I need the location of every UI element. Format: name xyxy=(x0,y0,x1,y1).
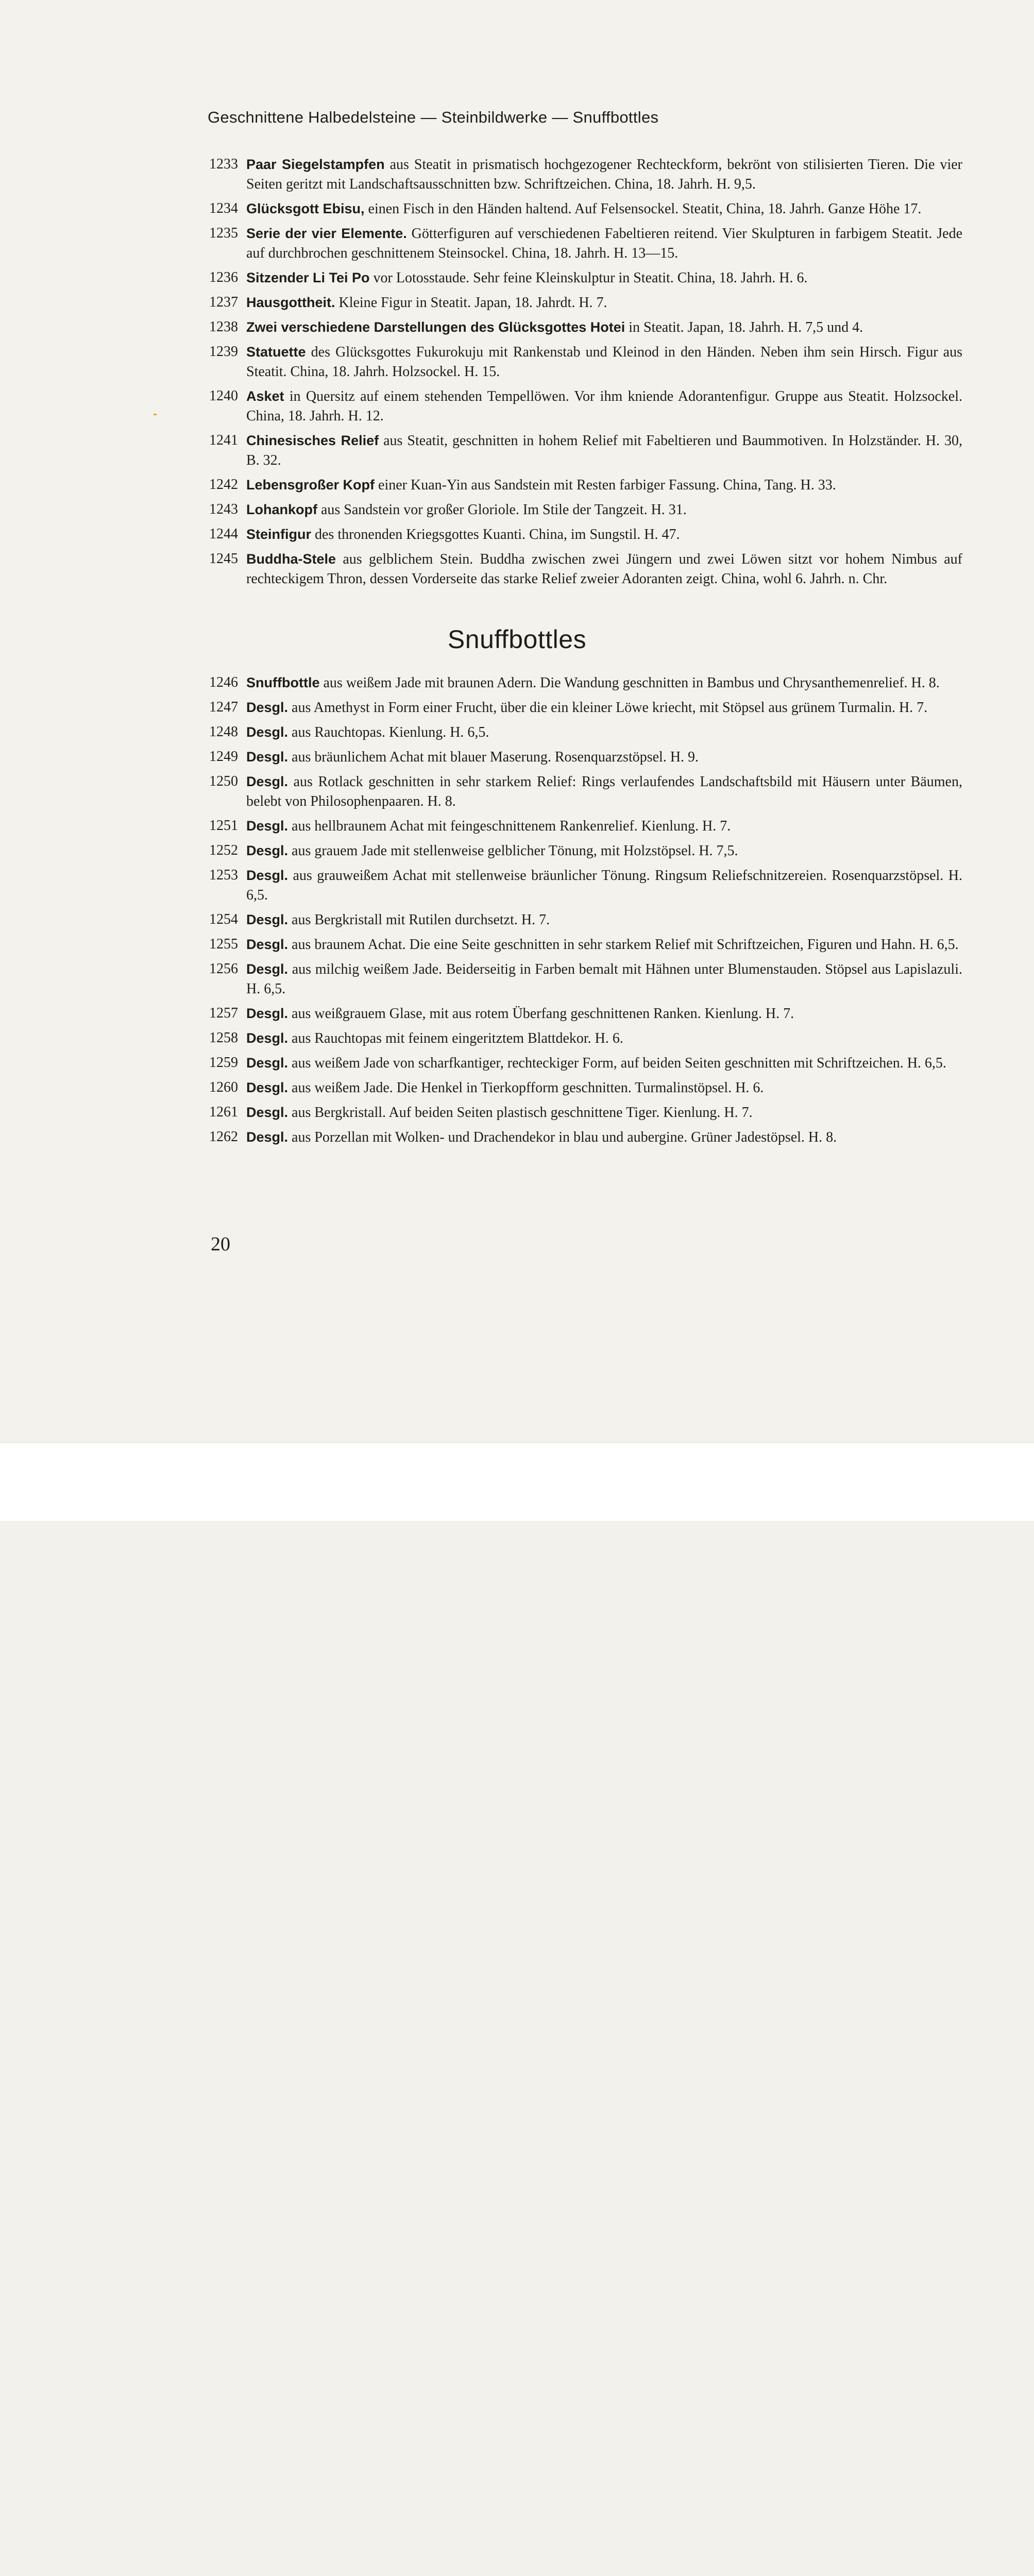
lot-title: Desgl. xyxy=(246,774,289,789)
lot-title: Desgl. xyxy=(246,818,289,834)
catalog-entry xyxy=(209,475,962,495)
lot-number: 1254 xyxy=(209,911,238,927)
catalog-entry xyxy=(209,747,962,767)
catalog-entry xyxy=(209,698,962,718)
catalog-entry xyxy=(209,1127,962,1147)
lot-description: aus grauem Jade mit stellenweise gelblicher Tönung, mit Holzstöpsel. H. 7,5. xyxy=(288,843,738,859)
lot-number: 1247 xyxy=(209,699,238,715)
lot-title: Steinfigur xyxy=(246,527,311,542)
lot-title: Desgl. xyxy=(246,700,289,715)
catalog-entry xyxy=(209,1004,962,1024)
lot-title: Asket xyxy=(246,388,284,404)
lot-title: Desgl. xyxy=(246,868,289,883)
lot-number: 1260 xyxy=(209,1079,238,1095)
lot-title: Desgl. xyxy=(246,1006,289,1021)
catalog-entry xyxy=(209,772,962,811)
lot-description: aus weißem Jade von scharfkantiger, rechteckiger Form, auf beiden Seiten geschnitten mit Schriftzeichen. H. 6,5. xyxy=(288,1055,946,1071)
catalog-entry xyxy=(209,317,962,337)
lot-description: aus Steatit, geschnitten in hohem Relief mit Fabeltieren und Baummotiven. In Holzständer. H. 30, B. 32. xyxy=(246,433,962,468)
lot-title: Desgl. xyxy=(246,937,289,952)
lot-title: Desgl. xyxy=(246,912,289,927)
lot-title: Zwei verschiedene Darstellungen des Glücksgottes Hotei xyxy=(246,319,625,335)
catalog-entry xyxy=(209,155,962,194)
lot-number: 1238 xyxy=(209,319,238,335)
catalog-entry xyxy=(209,935,962,955)
lot-description: aus bräunlichem Achat mit blauer Maserung. Rosenquarzstöpsel. H. 9. xyxy=(288,749,699,765)
lot-title: Lohankopf xyxy=(246,502,317,517)
lot-number: 1262 xyxy=(209,1129,238,1145)
lot-description: aus gelblichem Stein. Buddha zwischen zwei Jüngern und zwei Löwen sitzt vor hohem Nimbus auf rechteckigem Thron, dessen Vorderseite das starke Relief zweier Adoranten zeigt. China, wohl 6. Jahrh. n. Chr. xyxy=(246,551,962,587)
catalog-entry xyxy=(209,524,962,545)
catalog-entry xyxy=(209,673,962,693)
catalog-entry xyxy=(209,431,962,470)
lot-description: aus Bergkristall. Auf beiden Seiten plastisch geschnittene Tiger. Kienlung. H. 7. xyxy=(288,1105,753,1121)
lot-description: aus braunem Achat. Die eine Seite geschnitten in sehr starkem Relief mit Schriftzeichen, Figuren und Hahn. H. 6,5. xyxy=(288,937,959,953)
lot-description: aus Bergkristall mit Rutilen durchsetzt. H. 7. xyxy=(288,912,550,928)
lot-number: 1249 xyxy=(209,749,238,765)
catalog-entry xyxy=(209,1078,962,1098)
lot-number: 1253 xyxy=(209,867,238,883)
margin-mark xyxy=(154,414,157,415)
lot-title: Paar Siegelstampfen xyxy=(246,157,385,172)
lot-number: 1255 xyxy=(209,936,238,952)
lot-number: 1256 xyxy=(209,961,238,977)
catalog-entry xyxy=(209,722,962,742)
page-number: 20 xyxy=(211,1233,230,1255)
lot-number: 1259 xyxy=(209,1055,238,1071)
lot-description: des thronenden Kriegsgottes Kuanti. China, im Sungstil. H. 47. xyxy=(311,527,680,543)
catalog-entry xyxy=(209,268,962,288)
lot-number: 1257 xyxy=(209,1005,238,1021)
catalog-entry xyxy=(209,1053,962,1073)
catalog-entry xyxy=(209,199,962,219)
lot-description: in Quersitz auf einem stehenden Tempellöwen. Vor ihm kniende Adorantenfigur. Gruppe aus Steatit. Holzsockel. China, 18. Jahrh. H. 12. xyxy=(246,388,962,424)
lot-title: Glücksgott Ebisu, xyxy=(246,201,365,216)
catalog-entry xyxy=(209,293,962,313)
lot-number: 1252 xyxy=(209,842,238,858)
entries-stone-sculptures xyxy=(209,155,962,594)
lot-description: aus Rauchtopas. Kienlung. H. 6,5. xyxy=(288,724,489,740)
lot-number: 1241 xyxy=(209,432,238,448)
catalog-entry xyxy=(209,342,962,382)
lot-title: Desgl. xyxy=(246,1055,289,1071)
lot-description: einen Fisch in den Händen haltend. Auf Felsensockel. Steatit, China, 18. Jahrh. Ganze Höhe 17. xyxy=(364,201,922,217)
lot-number: 1244 xyxy=(209,526,238,542)
lot-number: 1261 xyxy=(209,1104,238,1120)
catalog-entry xyxy=(209,500,962,520)
lot-number: 1251 xyxy=(209,818,238,834)
lot-title: Desgl. xyxy=(246,843,289,858)
lot-number: 1239 xyxy=(209,344,238,360)
lot-description: des Glücksgottes Fukurokuju mit Rankenstab und Kleinod in den Händen. Neben ihm sein Hirsch. Figur aus Steatit. China, 18. Jahrh. Holzsockel. H. 15. xyxy=(246,344,962,380)
lot-description: aus Sandstein vor großer Gloriole. Im Stile der Tangzeit. H. 31. xyxy=(317,502,687,518)
lot-title: Statuette xyxy=(246,344,306,360)
lot-number: 1240 xyxy=(209,388,238,404)
lot-title: Desgl. xyxy=(246,1080,289,1095)
lot-description: aus Porzellan mit Wolken- und Drachendekor in blau und aubergine. Grüner Jadestöpsel. H. 8. xyxy=(288,1129,837,1145)
lot-title: Desgl. xyxy=(246,1105,289,1120)
lot-number: 1234 xyxy=(209,200,238,216)
catalog-entry xyxy=(209,549,962,589)
lot-title: Lebensgroßer Kopf xyxy=(246,477,375,493)
lot-number: 1245 xyxy=(209,551,238,567)
lot-title: Sitzender Li Tei Po xyxy=(246,270,370,285)
lot-description: aus grauweißem Achat mit stellenweise bräunlicher Tönung. Ringsum Reliefschnitzereien. Rosenquarzstöpsel. H. 6,5. xyxy=(246,868,962,903)
catalog-entry xyxy=(209,1028,962,1048)
catalog-entry xyxy=(209,1103,962,1123)
lot-description: aus Rauchtopas mit feinem eingeritztem Blattdekor. H. 6. xyxy=(288,1030,623,1046)
lot-title: Desgl. xyxy=(246,961,289,977)
lot-number: 1233 xyxy=(209,156,238,172)
catalog-entry xyxy=(209,866,962,905)
lot-description: aus hellbraunem Achat mit feingeschnittenem Rankenrelief. Kienlung. H. 7. xyxy=(288,818,731,834)
lot-description: aus Rotlack geschnitten in sehr starkem Relief: Rings verlaufendes Landschaftsbild mit Häusern unter Bäumen, belebt von Philosophenpaaren. H. 8. xyxy=(246,774,962,809)
catalog-entry xyxy=(209,841,962,861)
lot-title: Serie der vier Elemente. xyxy=(246,226,407,241)
lot-title: Desgl. xyxy=(246,724,289,740)
catalog-entry xyxy=(209,816,962,836)
lot-description: aus weißem Jade mit braunen Adern. Die Wandung geschnitten in Bambus und Chrysanthemenrelief. H. 8. xyxy=(319,675,940,691)
catalog-entry xyxy=(209,959,962,999)
lot-number: 1235 xyxy=(209,225,238,241)
lot-description: aus Steatit in prismatisch hochgezogener Rechteckform, bekrönt von stilisierten Tieren. Die vier Seiten geritzt mit Landschaftsausschnitten bzw. Schriftzeichen. China, 18. Jahrh. H. 9,5. xyxy=(246,157,962,192)
lot-description: Kleine Figur in Steatit. Japan, 18. Jahrdt. H. 7. xyxy=(335,295,607,311)
lot-description: aus Amethyst in Form einer Frucht, über die ein kleiner Löwe kriecht, mit Stöpsel aus grünem Turmalin. H. 7. xyxy=(288,700,928,716)
lot-title: Chinesisches Relief xyxy=(246,433,379,448)
footer-bar xyxy=(0,1443,1034,1521)
lot-number: 1243 xyxy=(209,501,238,517)
running-head: Geschnittene Halbedelsteine — Steinbildwerke — Snuffbottles xyxy=(208,108,659,126)
lot-title: Desgl. xyxy=(246,749,289,765)
lot-number: 1250 xyxy=(209,773,238,789)
lot-title: Hausgottheit. xyxy=(246,295,335,310)
lot-number: 1237 xyxy=(209,294,238,310)
lot-title: Buddha-Stele xyxy=(246,551,336,567)
lot-title: Snuffbottle xyxy=(246,675,320,690)
lot-description: in Steatit. Japan, 18. Jahrh. H. 7,5 und 4. xyxy=(625,319,863,335)
lot-description: vor Lotosstaude. Sehr feine Kleinskulptur in Steatit. China, 18. Jahrh. H. 6. xyxy=(369,270,808,286)
lot-description: Götterfiguren auf verschiedenen Fabeltieren reitend. Vier Skulpturen in farbigem Steatit. Jede auf durchbrochen geschnittenem Steinsockel. China, 18. Jahrh. H. 13—15. xyxy=(246,226,962,261)
lot-number: 1236 xyxy=(209,269,238,285)
lot-description: aus weißgrauem Glase, mit aus rotem Überfang geschnittenen Ranken. Kienlung. H. 7. xyxy=(288,1006,794,1022)
entries-snuffbottles xyxy=(209,673,962,1152)
lot-description: aus milchig weißem Jade. Beiderseitig in Farben bemalt mit Hähnen unter Blumenstauden. Stöpsel aus Lapislazuli. H. 6,5. xyxy=(246,961,962,997)
lot-number: 1258 xyxy=(209,1030,238,1046)
lot-title: Desgl. xyxy=(246,1030,289,1046)
lot-title: Desgl. xyxy=(246,1129,289,1145)
catalog-entry xyxy=(209,224,962,263)
catalog-entry xyxy=(209,386,962,426)
lot-number: 1246 xyxy=(209,674,238,690)
lot-number: 1248 xyxy=(209,724,238,740)
lot-number: 1242 xyxy=(209,477,238,493)
catalog-entry xyxy=(209,910,962,930)
section-title: Snuffbottles xyxy=(447,625,587,654)
lot-description: aus weißem Jade. Die Henkel in Tierkopfform geschnitten. Turmalinstöpsel. H. 6. xyxy=(288,1080,764,1096)
lot-description: einer Kuan-Yin aus Sandstein mit Resten farbiger Fassung. China, Tang. H. 33. xyxy=(375,477,836,493)
